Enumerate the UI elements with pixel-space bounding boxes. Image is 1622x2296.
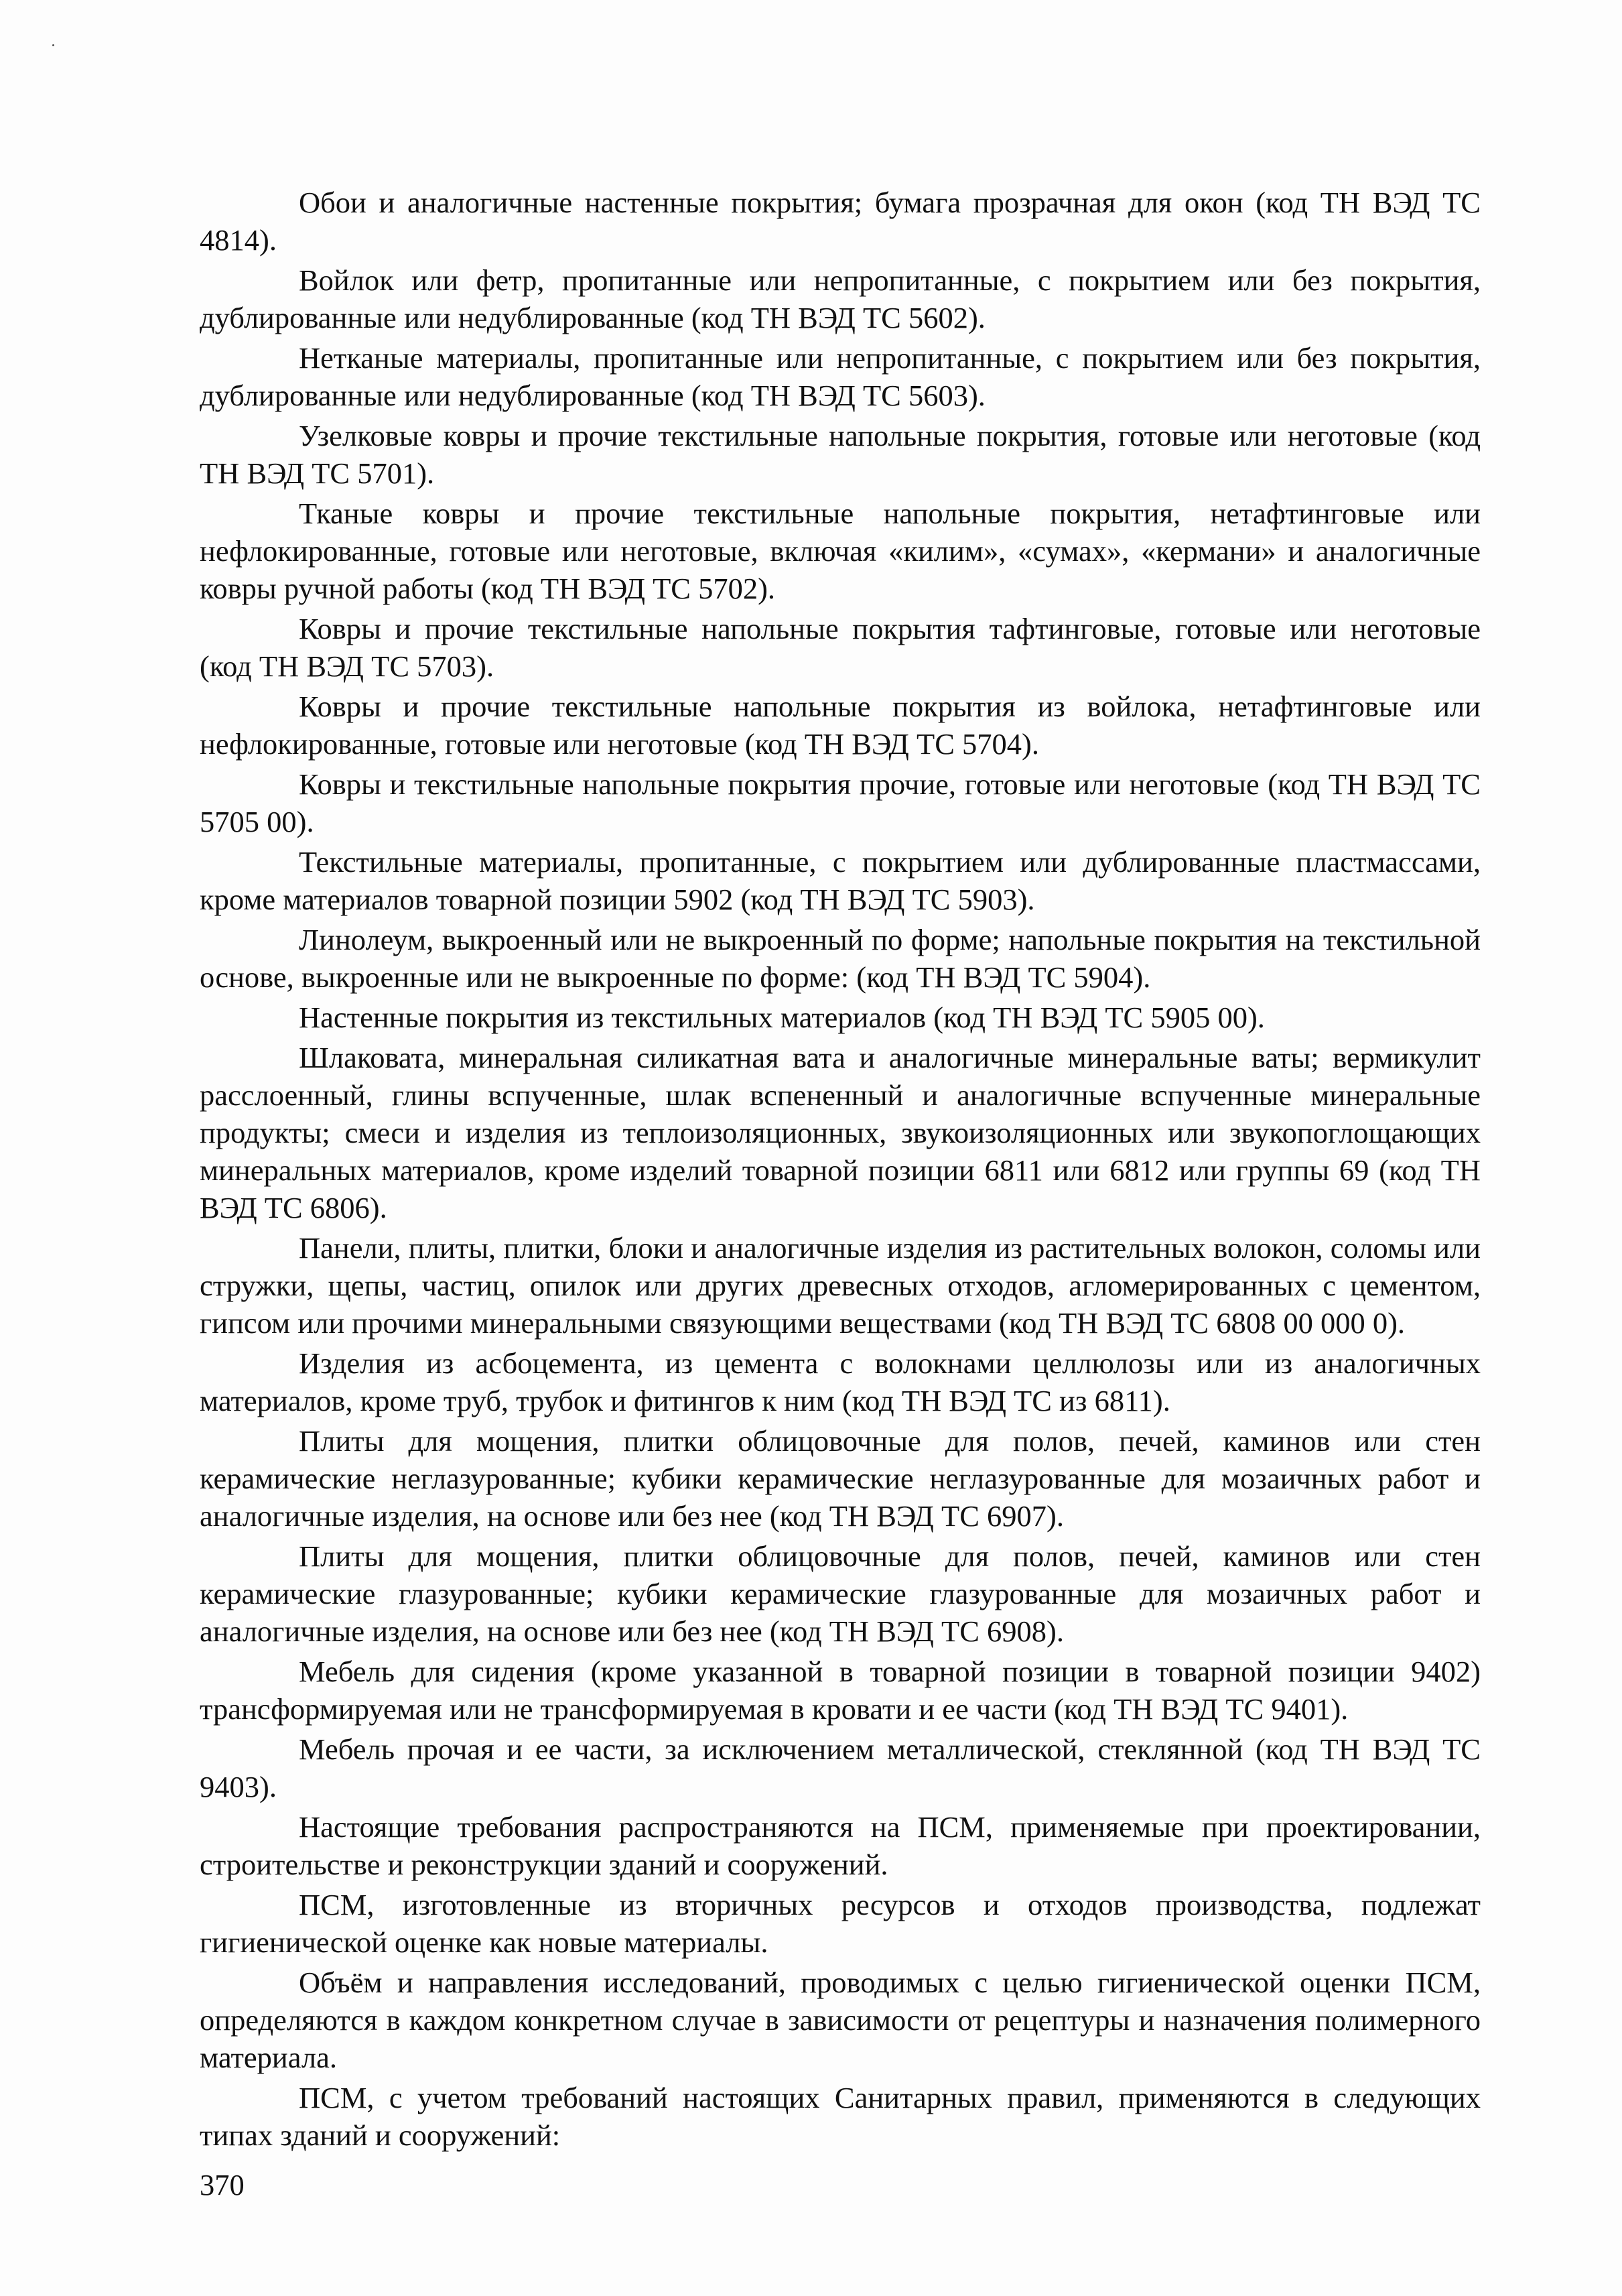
paragraph: Нетканые материалы, пропитанные или непропитанные, с покрытием или без покрытия, дублированные или недублированные (код ТН ВЭД ТС 5603). [200,341,1481,412]
paragraph: ПСМ, с учетом требований настоящих Санитарных правил, применяются в следующих типах зданий и сооружений: [200,2081,1481,2152]
paragraph: Настоящие требования распространяются на ПСМ, применяемые при проектировании, строительстве и реконструкции зданий и сооружений. [200,1810,1481,1881]
paragraph: ПСМ, изготовленные из вторичных ресурсов и отходов производства, подлежат гигиенической оценке как новые материалы. [200,1888,1481,1959]
paragraph: Ковры и прочие текстильные напольные покрытия из войлока, нетафтинговые или нефлокированные, готовые или неготовые (код ТН ВЭД ТС 5704). [200,690,1481,761]
paragraph: Плиты для мощения, плитки облицовочные для полов, печей, каминов или стен керамические глазурованные; кубики керамические глазурованные для мозаичных работ и аналогичные изделия, на основе или без нее (код ТН ВЭД ТС 6908). [200,1539,1481,1648]
paragraph: Тканые ковры и прочие текстильные напольные покрытия, нетафтинговые или нефлокированные, готовые или неготовые, включая «килим», «сумах», «кермани» и аналогичные ковры ручной работы (код ТН ВЭД ТС 5702). [200,497,1481,605]
scan-speck [52,44,54,46]
paragraph: Мебель прочая и ее части, за исключением металлической, стеклянной (код ТН ВЭД ТС 9403). [200,1732,1481,1803]
paragraph: Ковры и текстильные напольные покрытия прочие, готовые или неготовые (код ТН ВЭД ТС 5705 00). [200,767,1481,838]
paragraph: Объём и направления исследований, проводимых с целью гигиенической оценки ПСМ, определяются в каждом конкретном случае в зависимости от рецептуры и назначения полимерного материала. [200,1966,1481,2074]
paragraph: Ковры и прочие текстильные напольные покрытия тафтинговые, готовые или неготовые (код ТН ВЭД ТС 5703). [200,612,1481,683]
paragraph: Изделия из асбоцемента, из цемента с волокнами целлюлозы или из аналогичных материалов, кроме труб, трубок и фитингов к ним (код ТН ВЭД ТС из 6811). [200,1346,1481,1417]
paragraph: Настенные покрытия из текстильных материалов (код ТН ВЭД ТС 5905 00). [299,1001,1265,1034]
paragraph: Мебель для сидения (кроме указанной в товарной позиции в товарной позиции 9402) трансформируемая или не трансформируемая в кровати и ее части (код ТН ВЭД ТС 9401). [200,1655,1481,1726]
paragraph: Войлок или фетр, пропитанные или непропитанные, с покрытием или без покрытия, дублированные или недублированные (код ТН ВЭД ТС 5602). [200,263,1481,334]
paragraph: Линолеум, выкроенный или не выкроенный по форме; напольные покрытия на текстильной основе, выкроенные или не выкроенные по форме: (код ТН ВЭД ТС 5904). [200,923,1481,994]
paragraph: Текстильные материалы, пропитанные, с покрытием или дублированные пластмассами, кроме материалов товарной позиции 5902 (код ТН ВЭД ТС 5903). [200,845,1481,916]
paragraph: Плиты для мощения, плитки облицовочные для полов, печей, каминов или стен керамические неглазурованные; кубики керамические неглазурованные для мозаичных работ и аналогичные изделия, на основе или без нее (код ТН ВЭД ТС 6907). [200,1424,1481,1533]
paragraph: Панели, плиты, плитки, блоки и аналогичные изделия из растительных волокон, соломы или стружки, щепы, частиц, опилок или других древесных отходов, агломерированных с цементом, гипсом или прочими минеральными связующими веществами (код ТН ВЭД ТС 6808 00 000 0). [200,1231,1481,1340]
paragraph: Шлаковата, минеральная силикатная вата и аналогичные минеральные ваты; вермикулит расслоенный, глины вспученные, шлак вспененный и аналогичные вспученные минеральные продукты; смеси и изделия из теплоизоляционных, звукоизоляционных или звукопоглощающих минеральных материалов, кроме изделий товарной позиции 6811 или 6812 или группы 69 (код ТН ВЭД ТС 6806). [200,1041,1481,1224]
body-text [200,184,1481,2157]
paragraph: Обои и аналогичные настенные покрытия; бумага прозрачная для окон (код ТН ВЭД ТС 4814). [200,186,1481,257]
paragraph: Узелковые ковры и прочие текстильные напольные покрытия, готовые или неготовые (код ТН ВЭД ТС 5701). [200,419,1481,490]
page-number: 370 [200,2168,245,2202]
